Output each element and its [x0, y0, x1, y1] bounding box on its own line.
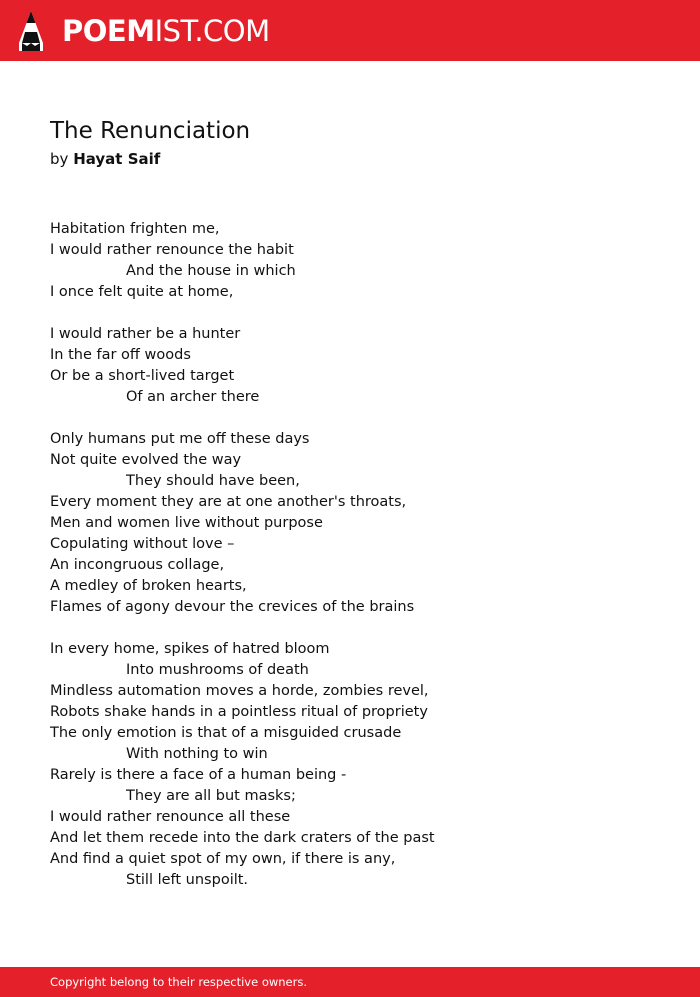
- poem-line: And let them recede into the dark craters of the past: [50, 830, 435, 846]
- site-logo-text[interactable]: [62, 12, 270, 50]
- poem-line: Habitation frighten me,: [50, 221, 220, 237]
- pencil-tip-icon[interactable]: [18, 10, 44, 52]
- poem-line: Of an archer there: [126, 389, 260, 405]
- poem-line: Not quite evolved the way: [50, 452, 242, 468]
- poem-line: Men and women live without purpose: [50, 515, 323, 531]
- poem-line: In the far off woods: [50, 347, 191, 363]
- poem-line: And the house in which: [126, 263, 296, 279]
- poem-line: And find a quiet spot of my own, if there is any,: [50, 851, 396, 867]
- poem-line: Still left unspoilt.: [126, 872, 249, 888]
- poem-line: Robots shake hands in a pointless ritual of propriety: [50, 704, 428, 720]
- poem-line: Copulating without love –: [50, 536, 235, 552]
- copyright-notice: Copyright belong to their respective owners.: [50, 975, 308, 989]
- stanza-break: [50, 408, 650, 429]
- poem-line: The only emotion is that of a misguided crusade: [50, 725, 402, 741]
- poem-line: They are all but masks;: [126, 788, 296, 804]
- poem-line: I would rather be a hunter: [50, 326, 241, 342]
- stanza-break: [50, 618, 650, 639]
- brand-bold: POEM: [62, 14, 155, 48]
- site-header: [0, 0, 700, 61]
- site-footer: [0, 967, 700, 997]
- poem-byline: [50, 149, 160, 169]
- poem-line: A medley of broken hearts,: [50, 578, 247, 594]
- poem-line: Or be a short-lived target: [50, 368, 235, 384]
- poem-line: I once felt quite at home,: [50, 284, 234, 300]
- poem-line: I would rather renounce the habit: [50, 242, 294, 258]
- poem-line: An incongruous collage,: [50, 557, 225, 573]
- poem-line: Mindless automation moves a horde, zombies revel,: [50, 683, 429, 699]
- poem-line: With nothing to win: [126, 746, 268, 762]
- poem-line: Into mushrooms of death: [126, 662, 309, 678]
- poem-author: Hayat Saif: [73, 150, 161, 168]
- poem-line: Flames of agony devour the crevices of the brains: [50, 599, 415, 615]
- poem-line: In every home, spikes of hatred bloom: [50, 641, 330, 657]
- poem-line: They should have been,: [126, 473, 300, 489]
- poem-line: Only humans put me off these days: [50, 431, 310, 447]
- poem-title: The Renunciation: [50, 118, 251, 144]
- by-prefix: by: [50, 150, 69, 168]
- poem-line: Rarely is there a face of a human being -: [50, 767, 347, 783]
- stanza-break: [50, 303, 650, 324]
- poem-line: Every moment they are at one another's throats,: [50, 494, 407, 510]
- poem-body: [50, 219, 650, 891]
- poem-line: I would rather renounce all these: [50, 809, 291, 825]
- brand-light: IST.COM: [154, 14, 270, 48]
